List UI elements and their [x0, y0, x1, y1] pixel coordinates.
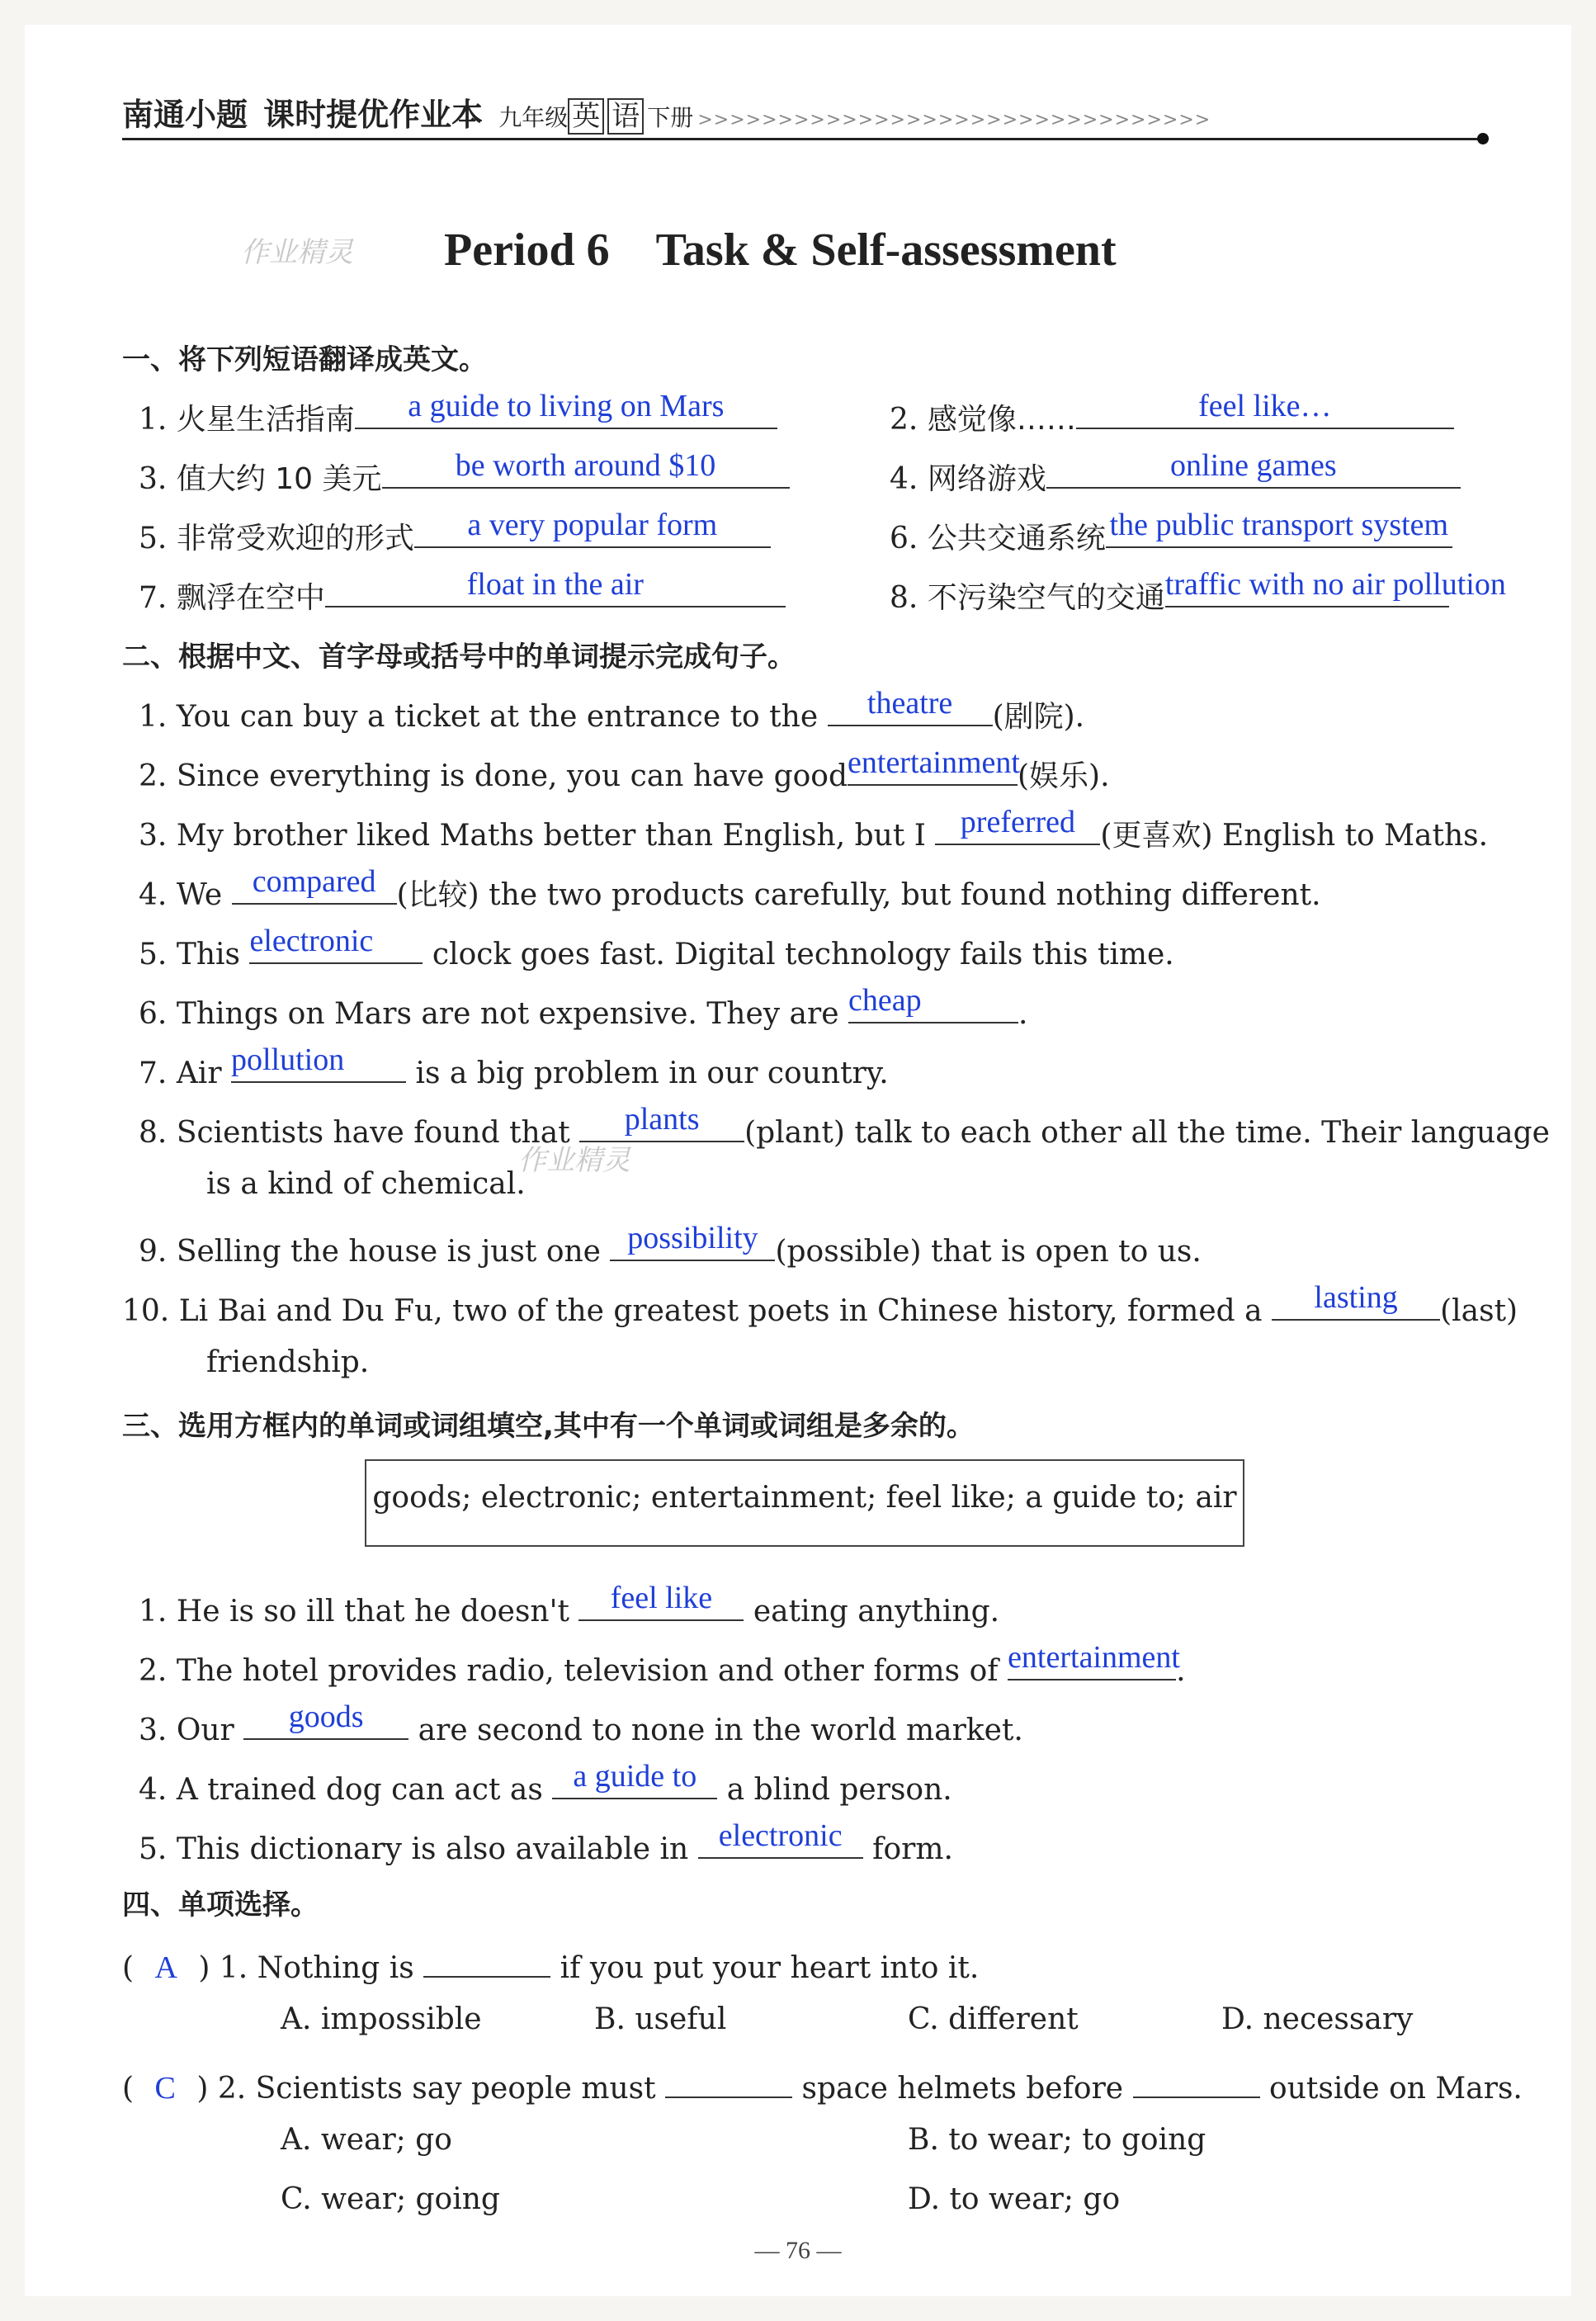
section2-heading: 二、根据中文、首字母或括号中的单词提示完成句子。 [122, 641, 796, 674]
item-number: 10. [122, 1294, 170, 1328]
answer-blank [231, 1042, 406, 1083]
mc-q2-option-b: B. to wear; to going [908, 2123, 1206, 2157]
handwritten-answer: compared [252, 864, 376, 899]
item-number: 2. [217, 2072, 247, 2106]
handwritten-answer: feel like [610, 1581, 713, 1615]
s1-item-7 [139, 567, 786, 617]
s3-item-2 [139, 1640, 1186, 1688]
item-text-before: Things on Mars are not expensive. They are [176, 997, 839, 1031]
answer-blank [552, 1759, 717, 1799]
item-number: 9. [139, 1235, 168, 1269]
handwritten-answer: feel like… [1198, 389, 1332, 423]
item-text-after: form. [872, 1832, 953, 1866]
handwritten-answer: possibility [627, 1221, 758, 1255]
item-number: 1. [139, 700, 168, 734]
answer-blank [1046, 448, 1461, 489]
watermark: 作业精灵 [241, 236, 353, 269]
item-text-after: eating anything. [753, 1595, 1000, 1628]
handwritten-answer: be worth around $10 [455, 448, 716, 483]
item-number: 3. [139, 819, 168, 853]
answer-blank [698, 1818, 863, 1859]
item-text-before: Selling the house is just one [176, 1235, 601, 1269]
s1-item-6 [890, 508, 1452, 557]
item-number: 8. [890, 581, 918, 615]
item-text-before: He is so ill that he doesn't [176, 1595, 569, 1628]
item-text-before: You can buy a ticket at the entrance to the [176, 700, 819, 734]
s2-item-6 [139, 983, 1028, 1031]
handwritten-answer: a very popular form [467, 508, 718, 542]
s1-item-3 [139, 448, 790, 498]
worksheet-page [25, 25, 1571, 2296]
mc-question-2 [122, 2063, 1523, 2106]
answer-blank [232, 864, 397, 905]
watermark-inline: 作业精灵 [518, 1144, 630, 1177]
item-text-before: Scientists have found that [176, 1116, 570, 1150]
item-number: 2. [139, 759, 168, 793]
item-text-before: Scientists say people must [255, 2072, 656, 2106]
item-text-after: (剧院). [992, 700, 1085, 734]
item-number: 4. [139, 1773, 168, 1807]
item-number: 1. [139, 1595, 168, 1628]
answer-blank [325, 567, 786, 607]
handwritten-answer: entertainment [1008, 1640, 1180, 1675]
handwritten-answer: plants [624, 1102, 700, 1137]
item-text-before: We [176, 878, 223, 912]
answer-blank [848, 983, 1018, 1023]
header-chevrons: >>>>>>>>>>>>>>>>>>>>>>>>>>>>>>>> [697, 110, 1211, 130]
item-text-before: A trained dog can act as [176, 1773, 543, 1807]
item-number: 2. [139, 1654, 168, 1688]
mc-q1-option-a: A. impossible [281, 2002, 482, 2036]
item-number: 1. [139, 403, 168, 437]
item-number: 6. [890, 522, 918, 555]
item-number: 7. [139, 1057, 168, 1090]
answer-blank [1106, 508, 1452, 548]
mc-answer: A [154, 1950, 177, 1985]
section4-heading: 四、单项选择。 [122, 1888, 319, 1922]
item-text-before: Li Bai and Du Fu, two of the greatest poets in Chinese history, formed a [178, 1294, 1263, 1328]
handwritten-answer: a guide to living on Mars [408, 389, 725, 423]
s3-item-5 [139, 1818, 953, 1866]
item-prompt: 不污染空气的交通 [927, 581, 1165, 615]
header-book: 课时提优作业本 [263, 97, 484, 133]
item-number: 4. [890, 462, 918, 496]
s2-item-10-continued: friendship. [206, 1345, 370, 1379]
header-volume: 下册 [647, 104, 694, 131]
handwritten-answer: pollution [231, 1042, 345, 1077]
s2-item-8 [139, 1102, 1550, 1150]
header-rule-dot [1477, 133, 1489, 144]
item-prompt: 值大约 10 美元 [176, 462, 382, 496]
answer-blank [249, 924, 423, 964]
item-text-after: . [1176, 1654, 1186, 1688]
handwritten-answer: entertainment [848, 745, 1020, 780]
mc-q1-option-d: D. necessary [1221, 2002, 1414, 2036]
item-text-before: This [176, 938, 240, 971]
handwritten-answer: online games [1170, 448, 1337, 483]
s2-item-4 [139, 864, 1321, 914]
item-text-after: if you put your heart into it. [560, 1951, 980, 1985]
item-prompt: 公共交通系统 [927, 522, 1106, 555]
s2-item-5 [139, 924, 1174, 971]
s2-item-10 [122, 1280, 1518, 1328]
answer-blank [243, 1699, 408, 1740]
item-text-before: This dictionary is also available in [176, 1832, 689, 1866]
answer-blank [665, 2063, 792, 2098]
item-number: 5. [139, 938, 168, 971]
handwritten-answer: a guide to [573, 1759, 697, 1794]
item-number: 3. [139, 1714, 168, 1747]
item-number: 7. [139, 581, 168, 615]
handwritten-answer: electronic [718, 1818, 843, 1853]
item-prompt: 非常受欢迎的形式 [176, 522, 414, 555]
item-number: 4. [139, 878, 168, 912]
item-text-after: is a big problem in our country. [415, 1057, 889, 1090]
item-text-before: Air [176, 1057, 222, 1090]
answer-blank [1133, 2063, 1260, 2098]
section3-heading: 三、选用方框内的单词或词组填空,其中有一个单词或词组是多余的。 [122, 1410, 975, 1443]
mc-q1-option-c: C. different [908, 2002, 1079, 2036]
handwritten-answer: electronic [249, 924, 374, 958]
answer-blank [1076, 389, 1454, 429]
answer-blank [578, 1581, 744, 1621]
handwritten-answer: preferred [960, 805, 1076, 839]
handwritten-answer: lasting [1314, 1280, 1398, 1315]
item-text-after: (last) [1440, 1294, 1518, 1328]
s3-item-1 [139, 1581, 1000, 1628]
item-text-after: (possible) that is open to us. [775, 1235, 1202, 1269]
mc-paren-open: ( [122, 1951, 135, 1985]
page-title: Period 6 Task & Self-assessment [444, 225, 1117, 276]
item-number: 1. [219, 1951, 248, 1985]
section1-heading: 一、将下列短语翻译成英文。 [122, 343, 487, 376]
answer-blank [848, 745, 1020, 786]
item-prompt: 飘浮在空中 [176, 581, 325, 615]
handwritten-answer: theatre [866, 686, 953, 721]
answer-blank [1272, 1280, 1440, 1321]
item-text-after: (plant) talk to each other all the time. Their language [744, 1116, 1550, 1150]
s2-item-3 [139, 805, 1489, 854]
s1-item-1 [139, 389, 777, 438]
handwritten-answer: traffic with no air pollution [1164, 567, 1506, 602]
item-text-after: . [1018, 997, 1028, 1031]
item-text-before: My brother liked Maths better than English, but I [176, 819, 926, 853]
mc-paren-close: ) [198, 1951, 210, 1985]
answer-blank [828, 686, 993, 726]
item-text-before: Our [176, 1714, 234, 1747]
s2-item-7 [139, 1042, 889, 1090]
item-prompt: 网络游戏 [927, 462, 1046, 496]
word-box-text: goods; electronic; entertainment; feel like; a guide to; air [372, 1481, 1237, 1515]
page-number: — 76 — [754, 2237, 842, 2264]
item-text-after: are second to none in the world market. [418, 1714, 1023, 1747]
item-text-after: a blind person. [726, 1773, 952, 1807]
answer-blank [610, 1221, 775, 1261]
answer-blank [414, 508, 771, 548]
item-number: 8. [139, 1116, 168, 1150]
item-number: 5. [139, 1832, 168, 1866]
answer-blank [355, 389, 777, 429]
item-text-after: (娱乐). [1018, 759, 1110, 793]
item-text-before: Since everything is done, you can have good [176, 759, 848, 793]
answer-blank [1164, 567, 1506, 607]
page-header [122, 89, 1211, 135]
s2-item-8-continued: is a kind of chemical. [206, 1167, 526, 1201]
item-text-after: outside on Mars. [1269, 2072, 1523, 2106]
mc-q2-option-a: A. wear; go [281, 2123, 452, 2157]
answer-blank [935, 805, 1100, 845]
item-number: 5. [139, 522, 168, 555]
item-text-middle: space helmets before [801, 2072, 1124, 2106]
s1-item-5 [139, 508, 771, 557]
s2-item-2 [139, 745, 1110, 795]
item-text-after: clock goes fast. Digital technology fails this time. [432, 938, 1174, 971]
handwritten-answer: the public transport system [1109, 508, 1449, 542]
handwritten-answer: cheap [848, 983, 922, 1018]
mc-paren-open: ( [122, 2072, 135, 2106]
item-text-after: (更喜欢) English to Maths. [1100, 819, 1489, 853]
s3-item-3 [139, 1699, 1023, 1747]
item-text-after: (比较) the two products carefully, but found nothing different. [396, 878, 1321, 912]
item-number: 2. [890, 403, 918, 437]
header-subject-char1: 英 [568, 98, 604, 135]
item-number: 6. [139, 997, 168, 1031]
s1-item-4 [890, 448, 1461, 498]
s1-item-2 [890, 389, 1454, 438]
item-number: 3. [139, 462, 168, 496]
mc-question-1 [122, 1943, 979, 1986]
s2-item-9 [139, 1221, 1202, 1269]
item-text-before: The hotel provides radio, television and other forms of [176, 1654, 999, 1688]
answer-blank [423, 1943, 550, 1978]
mc-q1-option-b: B. useful [594, 2002, 727, 2036]
handwritten-answer: goods [288, 1699, 364, 1734]
mc-answer: C [154, 2071, 176, 2106]
s1-item-8 [890, 567, 1506, 617]
s2-item-1 [139, 686, 1085, 735]
item-prompt: 火星生活指南 [176, 403, 355, 437]
item-prompt: 感觉像…… [927, 403, 1076, 437]
handwritten-answer: float in the air [466, 567, 644, 602]
answer-blank [1008, 1640, 1180, 1680]
answer-blank [382, 448, 790, 489]
header-rule [122, 138, 1480, 140]
header-subject-char2: 语 [607, 98, 644, 135]
header-grade: 九年级 [498, 104, 569, 131]
item-text-before: Nothing is [257, 1951, 414, 1985]
mc-paren-close: ) [196, 2072, 209, 2106]
s3-item-4 [139, 1759, 952, 1807]
mc-q2-option-d: D. to wear; go [908, 2182, 1121, 2216]
header-brand: 南通小题 [122, 97, 248, 133]
mc-q2-option-c: C. wear; going [281, 2182, 500, 2216]
